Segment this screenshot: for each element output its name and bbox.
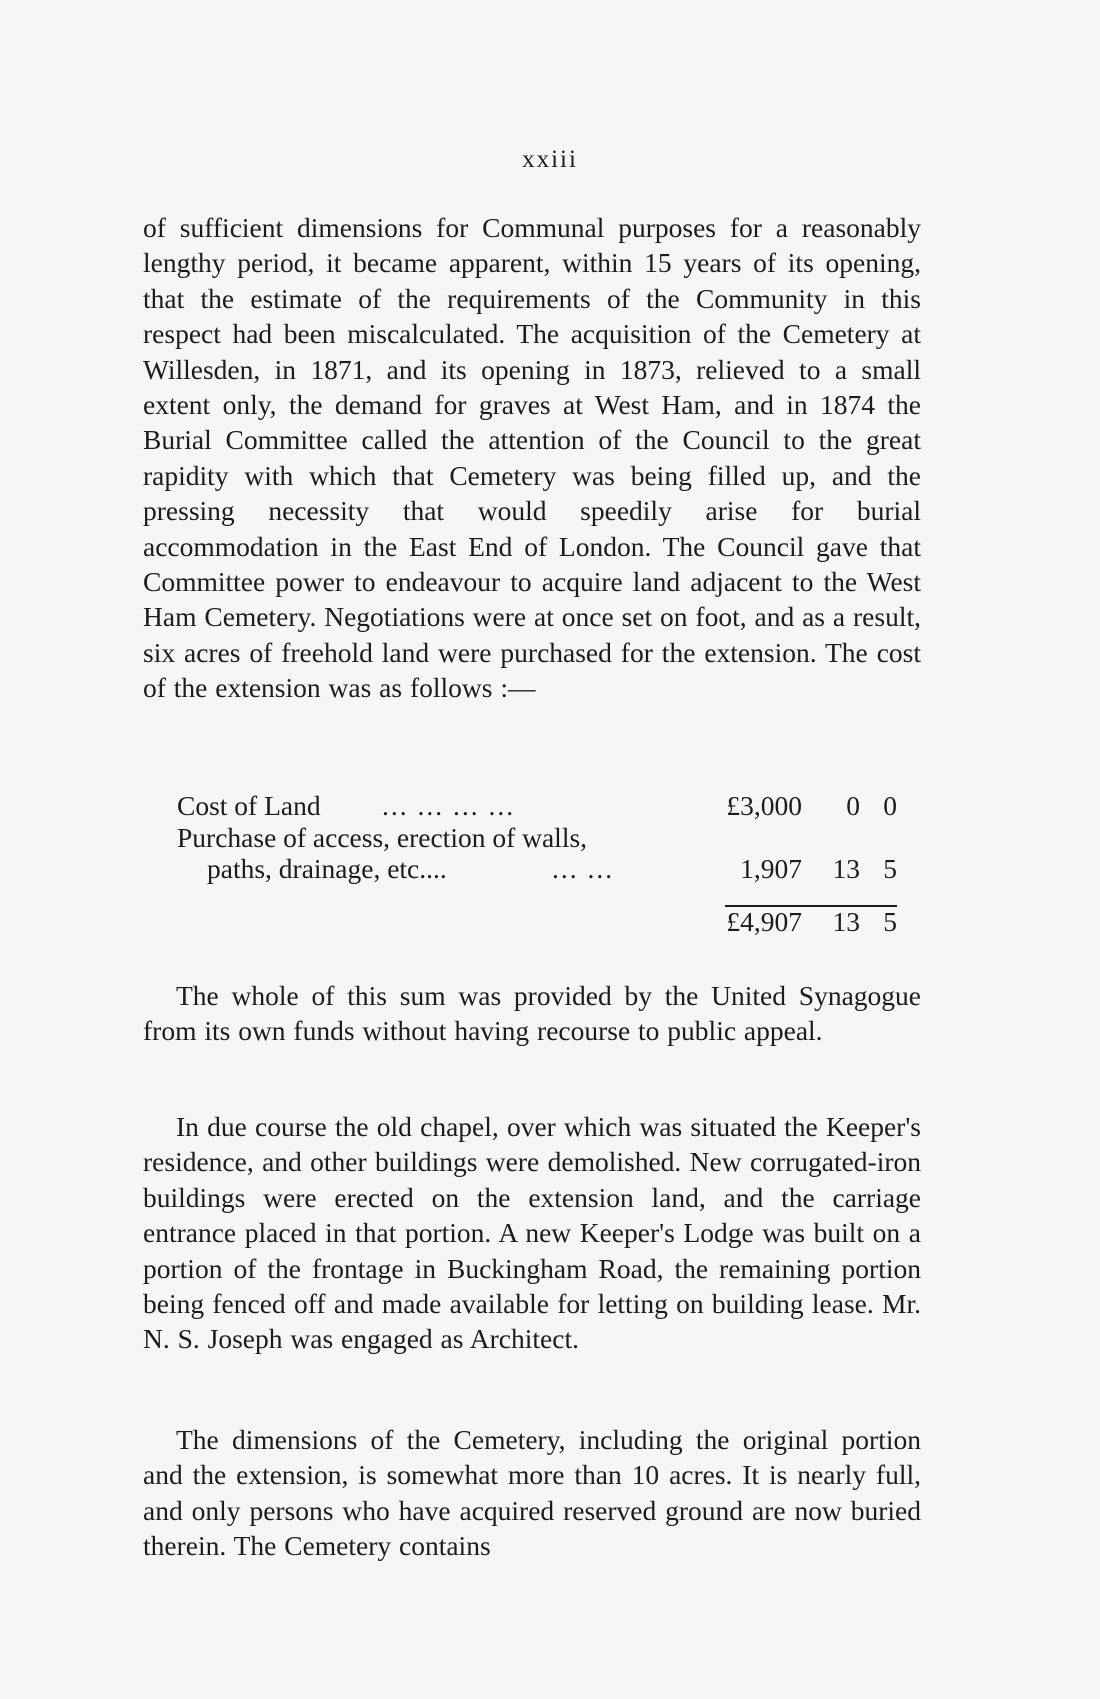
amount-shillings: 0 [846, 790, 860, 821]
cost-row-paths [177, 853, 897, 885]
amount-pounds: 1,907 [740, 853, 802, 884]
amount [687, 853, 897, 885]
paragraph-cemetery-extension [143, 210, 921, 706]
amount-pence: 5 [883, 853, 897, 884]
cost-label: Cost of Land [177, 790, 321, 821]
dot-leaders: ... ... ... ... [382, 790, 516, 821]
cost-row-purchase [177, 822, 897, 853]
dot-leaders: ... ... [552, 853, 615, 884]
total-shillings: 13 [832, 906, 860, 937]
paragraph-dimensions [143, 1422, 921, 1564]
paragraph-text: In due course the old chapel, over which was situated the Keeper's residence, and other buildings were demolished. New corrugated-iron buildings were erected on the extension land, and the carriage entrance placed in that portion. A new Keeper's Lodge was built on a portion of the frontage in Buckingham Road, the remaining portion being fenced off and made available for letting on building lease. Mr. N. S. Joseph was engaged as Architect. [143, 1111, 921, 1355]
total-amount [687, 905, 897, 939]
paragraph-text: of sufficient dimensions for Communal purposes for a reasonably lengthy period, it became apparent, within 15 years of its opening, that the estimate of the requirements of the Community in this respect had been miscalculated. The acquisition of the Cemetery at Willesden, in 1871, and its opening in 1873, relieved to a small extent only, the demand for graves at West Ham, and in 1874 the Burial Committee called the attention of the Council to the great rapidity with which that Cemetery was being filled up, and the pressing necessity that would speedily arise for burial accommodation in the East End of London. The Council gave that Committee power to endeavour to acquire land adjacent to the West Ham Cemetery. Negotiations were at once set on foot, and as a result, six acres of freehold land were purchased for the extension. The cost of the extension was as follows :— [143, 212, 921, 704]
paragraph-buildings [143, 1109, 921, 1357]
total-pence: 5 [883, 906, 897, 937]
amount [687, 790, 897, 822]
paragraph-text: The whole of this sum was provided by the United Synagogue from its own funds without having recourse to public appeal. [143, 980, 921, 1047]
total-pounds: £4,907 [726, 906, 802, 937]
amount-pounds: £3,000 [726, 790, 802, 821]
amount-shillings: 13 [832, 853, 860, 884]
cost-row-land [177, 790, 897, 822]
paragraph-text: The dimensions of the Cemetery, including the original portion and the extension, is somewhat more than 10 acres. It is nearly full, and only persons who have acquired reserved ground are now buried therein. The Cemetery contains [143, 1424, 921, 1562]
cost-row-total [177, 905, 897, 939]
amount-pence: 0 [883, 790, 897, 821]
cost-label: Purchase of access, erection of walls, [177, 822, 588, 853]
page-number: xxiii [522, 146, 578, 173]
paragraph-funding [143, 978, 921, 1049]
cost-of-extension-table [177, 790, 897, 939]
cost-label: paths, drainage, etc.... [207, 853, 447, 884]
